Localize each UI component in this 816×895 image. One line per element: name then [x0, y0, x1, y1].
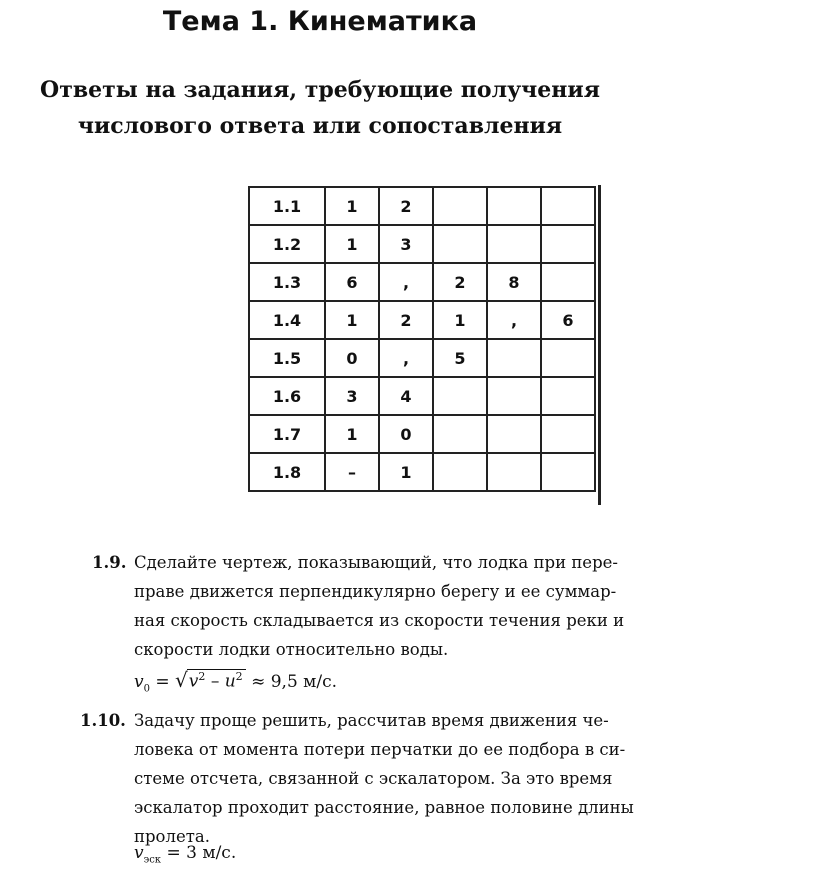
answer-digit-cell — [487, 187, 541, 225]
text-line: Задачу проще решить, рассчитав время движения че- — [134, 711, 609, 730]
formula-minus: – — [210, 672, 220, 692]
answer-digit-cell: 1 — [433, 301, 487, 339]
formula-eq: = — [155, 672, 170, 692]
formula-sub: 0 — [143, 683, 150, 695]
task-number-cell: 1.1 — [249, 187, 325, 225]
subtitle-line: Ответы на задания, требующие получения — [40, 77, 600, 103]
answer-digit-cell — [433, 415, 487, 453]
answer-digit-cell — [433, 453, 487, 491]
answer-digit-cell — [433, 187, 487, 225]
answer-digit-cell: , — [379, 339, 433, 377]
text-line: эскалатор проходит расстояние, равное половине длины — [134, 798, 634, 817]
answer-digit-cell — [541, 415, 595, 453]
answer-digit-cell — [487, 415, 541, 453]
formula-eq: = — [166, 843, 181, 863]
task-number-cell: 1.4 — [249, 301, 325, 339]
task-number-cell: 1.8 — [249, 453, 325, 491]
sqrt-icon: √ — [175, 668, 188, 692]
formula-value: 3 м/с. — [186, 843, 237, 863]
answer-digit-cell — [541, 377, 595, 415]
answer-digit-cell — [433, 225, 487, 263]
answer-digit-cell: 6 — [325, 263, 379, 301]
answer-digit-cell: 1 — [325, 301, 379, 339]
answer-digit-cell — [487, 225, 541, 263]
answer-digit-cell: 1 — [325, 187, 379, 225]
formula-exp: 2 — [235, 670, 243, 684]
answers-table — [248, 186, 596, 492]
table-row — [249, 187, 595, 225]
answer-digit-cell: , — [379, 263, 433, 301]
answer-digit-cell: 0 — [325, 339, 379, 377]
table-row — [249, 225, 595, 263]
table-row — [249, 339, 595, 377]
answer-number: 1.9. — [92, 553, 127, 572]
formula-var: v — [134, 843, 144, 863]
formula-vesk — [134, 843, 236, 865]
table-row — [249, 453, 595, 491]
answer-digit-cell — [541, 453, 595, 491]
answer-digit-cell: 2 — [433, 263, 487, 301]
text-line: праве движется перпендикулярно берегу и ее суммар- — [134, 582, 617, 601]
section-subtitle — [20, 72, 620, 144]
subtitle-line: числового ответа или сопоставления — [77, 113, 563, 139]
text-line: скорости лодки относительно воды. — [134, 640, 449, 659]
table-row — [249, 301, 595, 339]
answer-digit-cell: 1 — [325, 415, 379, 453]
task-number-cell: 1.3 — [249, 263, 325, 301]
task-number-cell: 1.2 — [249, 225, 325, 263]
table-row — [249, 263, 595, 301]
answer-digit-cell — [487, 339, 541, 377]
answer-digit-cell — [487, 453, 541, 491]
answer-text — [134, 706, 694, 851]
formula-approx: ≈ 9,5 — [251, 672, 298, 692]
answer-digit-cell: 3 — [325, 377, 379, 415]
answer-digit-cell — [541, 263, 595, 301]
task-number-cell: 1.5 — [249, 339, 325, 377]
formula-v0 — [134, 668, 337, 694]
formula-var: v — [188, 672, 199, 692]
formula-var: u — [224, 672, 236, 692]
answer-number: 1.10. — [80, 711, 126, 730]
text-line: стеме отсчета, связанной с эскалатором. За это время — [134, 769, 613, 788]
formula-sub: эск — [143, 854, 162, 866]
answer-digit-cell: 3 — [379, 225, 433, 263]
answer-text — [134, 548, 694, 664]
answer-digit-cell: 8 — [487, 263, 541, 301]
formula-exp: 2 — [198, 670, 206, 684]
answer-digit-cell: 0 — [379, 415, 433, 453]
answer-digit-cell: 2 — [379, 301, 433, 339]
answer-digit-cell — [433, 377, 487, 415]
answer-digit-cell — [487, 377, 541, 415]
task-number-cell: 1.6 — [249, 377, 325, 415]
answer-digit-cell: 1 — [379, 453, 433, 491]
text-line: ловека от момента потери перчатки до ее подбора в си- — [134, 740, 626, 759]
table-row — [249, 415, 595, 453]
answer-digit-cell — [541, 225, 595, 263]
text-line: пролета. — [134, 827, 210, 846]
answer-digit-cell: – — [325, 453, 379, 491]
formula-unit: м/с. — [303, 672, 338, 692]
answer-digit-cell: 5 — [433, 339, 487, 377]
answer-digit-cell — [541, 187, 595, 225]
answer-digit-cell: 4 — [379, 377, 433, 415]
answer-digit-cell: 2 — [379, 187, 433, 225]
answer-digit-cell — [541, 339, 595, 377]
answer-digit-cell: , — [487, 301, 541, 339]
formula-var: v — [134, 672, 144, 692]
topic-title: Тема 1. Кинематика — [162, 6, 478, 37]
task-number-cell: 1.7 — [249, 415, 325, 453]
text-line: ная скорость складывается из скорости течения реки и — [134, 611, 625, 630]
answer-digit-cell: 1 — [325, 225, 379, 263]
radicand — [187, 669, 246, 692]
answer-digit-cell: 6 — [541, 301, 595, 339]
table-row — [249, 377, 595, 415]
text-line: Сделайте чертеж, показывающий, что лодка при пере- — [134, 553, 618, 572]
